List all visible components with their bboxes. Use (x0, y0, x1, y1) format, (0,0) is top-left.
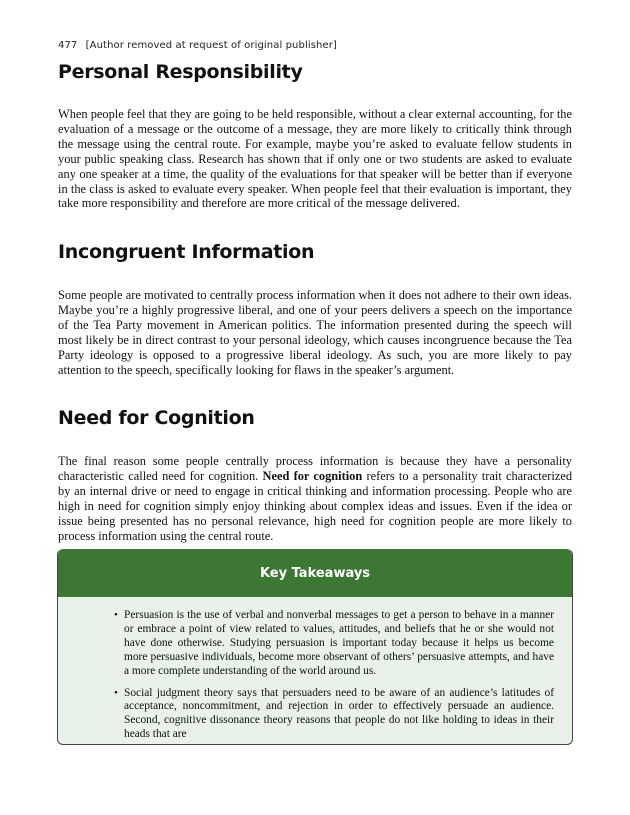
paragraph-text: The final reason some people centrally process information is because they have a personality characteristic called need for cognition. (58, 454, 572, 483)
paragraph-need-for-cognition (58, 454, 572, 543)
paragraph-personal-responsibility: When people feel that they are going to be held responsible, without a clear external accounting, for the evaluation of a message or the outcome of a message, they are more likely to critically think through the message using the central route. For example, maybe you’re asked to evaluate fellow students in your public speaking class. Research has shown that if only one or two students are asked to evaluate any one speaker at a time, the quality of the evaluations for that speaker will be better than if everyone in the class is asked to evaluate every speaker. When people feel that their evaluation is important, they take more responsibility and therefore are more critical of the message delivered. (58, 107, 572, 211)
page-number: 477 (58, 40, 78, 51)
key-takeaways-title: Key Takeaways (259, 565, 371, 581)
key-takeaways-box (57, 549, 573, 745)
key-takeaways-header (58, 549, 572, 597)
key-takeaways-list (58, 609, 554, 742)
key-term-need-for-cognition: Need for cognition (262, 468, 363, 483)
section-heading-incongruent-information: Incongruent Information (58, 241, 315, 263)
bullet-icon: • (114, 609, 118, 621)
bullet-icon: • (114, 686, 118, 699)
section-heading-need-for-cognition: Need for Cognition (58, 407, 255, 429)
key-takeaway-item (114, 609, 554, 679)
paragraph-incongruent-information: Some people are motivated to centrally process information when it does not adhere to their own ideas. Maybe you’re a highly progressive liberal, and one of your peers delivers a speech on the importance of the Tea Party movement in American politics. The information presented during the speech will most likely be in direct contrast to your personal ideology, which causes incongruence because the Tea Party ideology is opposed to a progressive liberal ideology. As such, you are more likely to pay attention to the speech, specifically looking for flaws in the speaker’s argument. (58, 288, 572, 377)
paragraph-text: refers to a personality trait characterized by an internal drive or need to engage in critical thinking and information processing. People who are high in need for cognition simply enjoy thinking about complex ideas and issues. Even if the idea or issue being presented has no personal relevance, high need for cognition people are more likely to process information using the central route. (58, 468, 573, 543)
running-header (58, 40, 337, 51)
section-heading-personal-responsibility: Personal Responsibility (58, 61, 303, 83)
author-attribution: [Author removed at request of original publisher] (85, 40, 337, 51)
key-takeaway-item (114, 686, 554, 743)
key-takeaway-text: Persuasion is the use of verbal and nonverbal messages to get a person to behave in a manner or embrace a point of view related to values, attitudes, and beliefs that he or she would not have done otherwise. Studying persuasion is important today because it helps us become more persuasive individuals, become more observant of others’ persuasive attempts, and have a more complete understanding of the world around us. (124, 609, 554, 677)
key-takeaway-text: Social judgment theory says that persuaders need to be aware of an audience’s latitudes of acceptance, noncommitment, and rejection in order to effectively persuade an audience. Second, cognitive dissonance theory reasons that people do not like holding to ideas in their heads that are (124, 686, 554, 741)
